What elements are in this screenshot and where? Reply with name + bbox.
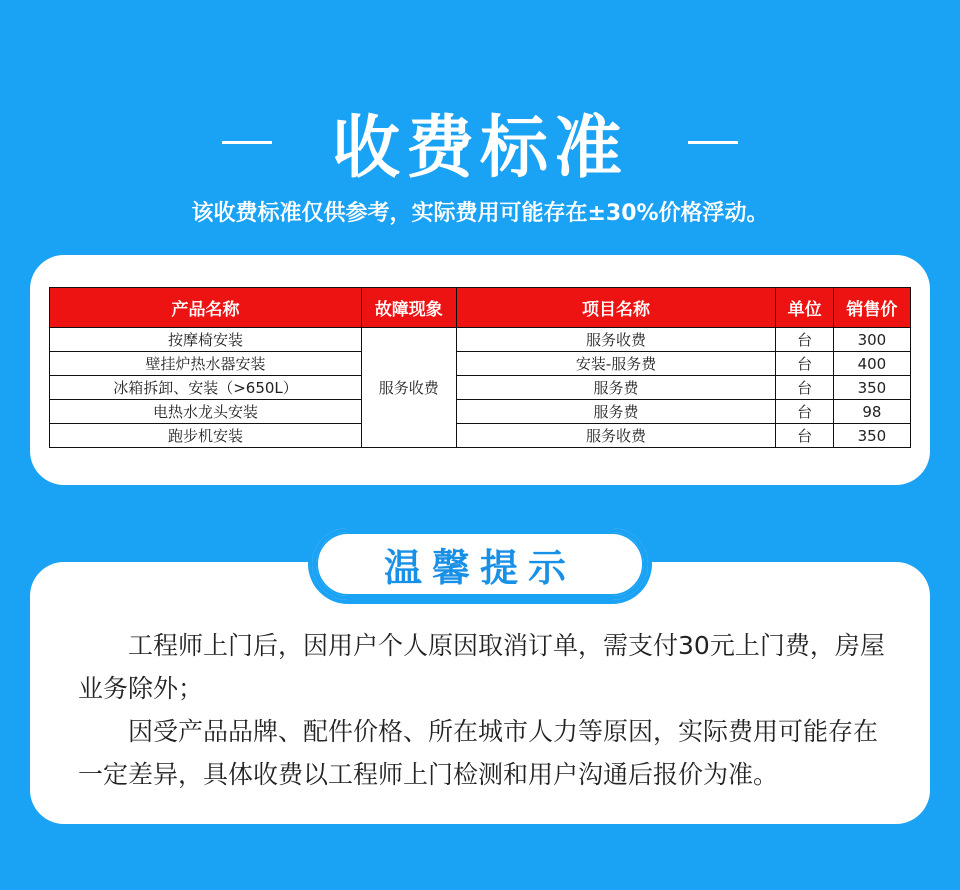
tips-badge	[312, 528, 648, 600]
cell-fault: 服务收费	[361, 328, 456, 448]
table-header-row	[50, 288, 911, 328]
price-table	[49, 287, 911, 448]
table-row	[50, 376, 911, 400]
cell-product: 壁挂炉热水器安装	[50, 352, 362, 376]
cell-price: 350	[833, 424, 910, 448]
cell-unit: 台	[776, 352, 833, 376]
cell-price: 300	[833, 328, 910, 352]
header-product: 产品名称	[50, 288, 362, 328]
header-price: 销售价	[833, 288, 910, 328]
cell-product: 按摩椅安装	[50, 328, 362, 352]
header-item: 项目名称	[456, 288, 776, 328]
header-unit: 单位	[776, 288, 833, 328]
cell-price: 400	[833, 352, 910, 376]
cell-unit: 台	[776, 376, 833, 400]
tips-text	[78, 624, 898, 796]
cell-item: 服务收费	[456, 328, 776, 352]
cell-price: 98	[833, 400, 910, 424]
table-row	[50, 424, 911, 448]
cell-product: 跑步机安装	[50, 424, 362, 448]
tips-title: 温馨提示	[383, 545, 576, 590]
price-table-card	[30, 255, 930, 485]
header	[0, 0, 960, 250]
cell-price: 350	[833, 376, 910, 400]
title-row	[0, 92, 960, 192]
tips-card	[30, 562, 930, 824]
table-row	[50, 400, 911, 424]
title-dash-right	[688, 141, 738, 144]
page-subtitle: 该收费标准仅供参考，实际费用可能存在±30%价格浮动。	[191, 201, 769, 226]
cell-product: 电热水龙头安装	[50, 400, 362, 424]
cell-item: 服务费	[456, 376, 776, 400]
cell-unit: 台	[776, 424, 833, 448]
cell-unit: 台	[776, 328, 833, 352]
cell-item: 服务收费	[456, 424, 776, 448]
tips-paragraph: 工程师上门后，因用户个人原因取消订单，需支付30元上门费，房屋业务除外；	[78, 631, 885, 703]
cell-item: 安装-服务费	[456, 352, 776, 376]
table-row	[50, 352, 911, 376]
page-title: 收费标准	[331, 108, 628, 188]
title-dash-left	[222, 141, 272, 144]
cell-item: 服务费	[456, 400, 776, 424]
cell-product: 冰箱拆卸、安装（>650L）	[50, 376, 362, 400]
cell-unit: 台	[776, 400, 833, 424]
header-fault: 故障现象	[361, 288, 456, 328]
tips-paragraph: 因受产品品牌、配件价格、所在城市人力等原因，实际费用可能存在一定差异，具体收费以工程师上门检测和用户沟通后报价为准。	[78, 717, 879, 789]
table-row	[50, 328, 911, 352]
